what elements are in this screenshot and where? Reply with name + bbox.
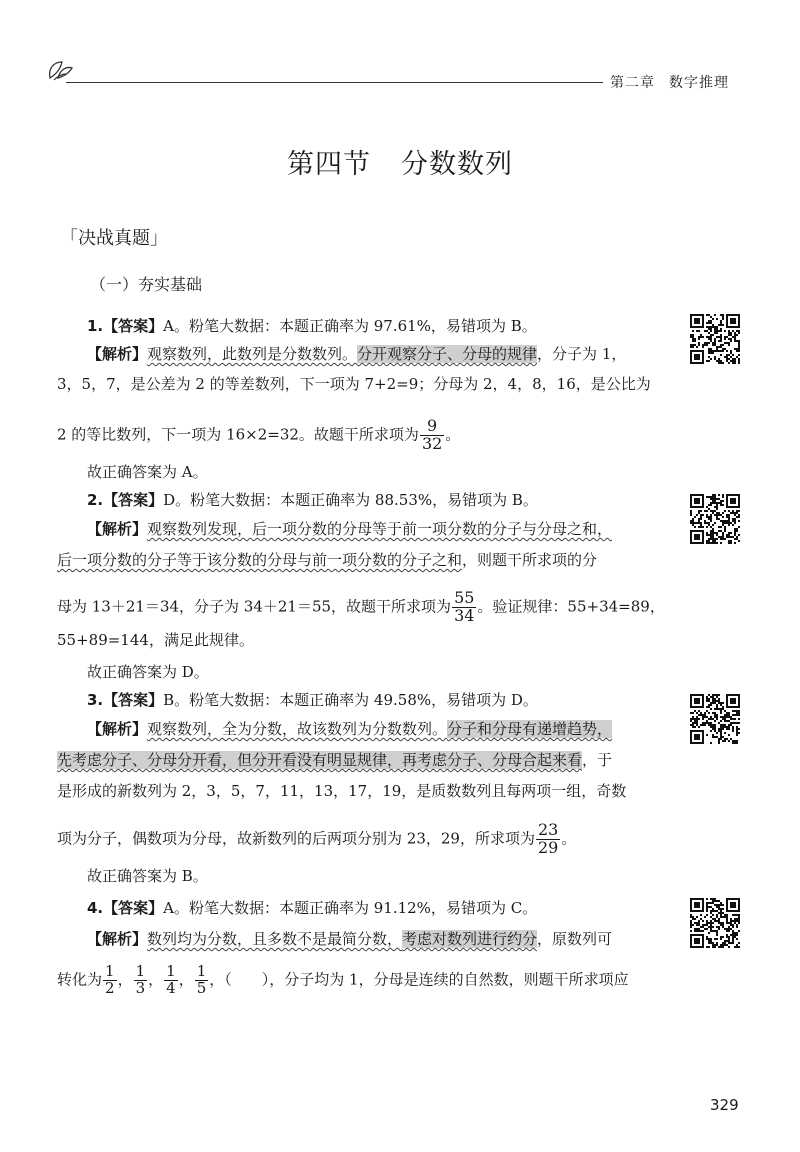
q4-fraction-2 xyxy=(134,964,148,997)
leaf-icon xyxy=(44,54,74,84)
q3-analysis-text-2: ，于 xyxy=(582,751,613,769)
part-heading: 「决战真题」 xyxy=(60,228,168,249)
q4-frac4-num: 1 xyxy=(196,962,207,980)
page-number: 329 xyxy=(710,1096,739,1114)
q4-analysis-line-2 xyxy=(57,964,672,997)
q2-frac-num: 55 xyxy=(454,588,475,607)
q4-highlight: 考虑对数列进行约分 xyxy=(402,930,538,948)
q1-analysis-text: 观察数列，此数列是分数数列。 xyxy=(147,345,358,363)
q2-analysis-line-2 xyxy=(57,550,672,570)
q2-answer-text: D。粉笔大数据：本题正确率为 88.53%，易错项为 B。 xyxy=(163,491,538,509)
q1-analysis-text-2: ，分子为 1， xyxy=(537,345,627,363)
q2-conclusion: 故正确答案为 D。 xyxy=(87,663,209,681)
q1-answer-label: 1.【答案】 xyxy=(87,317,164,335)
q1-analysis-line-3 xyxy=(57,418,672,453)
q2-analysis-text-2: 后一项分数的分子等于该分数的分母与前一项分数的分子之和 xyxy=(57,551,463,569)
q3-highlight-2: 先考虑分子、分母分开看，但分开看没有明显规律，再考虑分子、分母合起来看 xyxy=(57,751,583,769)
q2-analysis-text-5: 。验证规律：55+34=89， xyxy=(477,597,665,616)
q3-analysis-text: 观察数列，全为分数，故该数列为分数数列。 xyxy=(147,720,448,738)
q2-analysis-label: 【解析】 xyxy=(87,520,148,538)
q4-frac2-num: 1 xyxy=(135,962,146,980)
q3-analysis-label: 【解析】 xyxy=(87,720,148,738)
q2-analysis-text-3: ，则题干所求项的分 xyxy=(462,551,598,569)
running-header xyxy=(610,72,729,92)
q3-answer-line xyxy=(87,690,672,710)
q2-analysis-text-4: 母为 13＋21＝34，分子为 34＋21＝55，故题干所求项为 xyxy=(57,597,452,616)
q1-analysis-text-3: 2 的等比数列，下一项为 16×2=32。故题干所求项为 xyxy=(57,425,419,444)
q1-analysis-line-2: 3，5，7，是公差为 2 的等差数列，下一项为 7+2=9；分母为 2，4，8，16，是公比为 xyxy=(57,375,651,393)
q1-highlight: 分开观察分子、分母的规律 xyxy=(357,345,538,363)
q2-answer-line xyxy=(87,490,672,510)
q4-fraction-4 xyxy=(195,964,209,997)
q4-fraction-3 xyxy=(164,964,178,997)
q3-analysis-line-3: 是形成的新数列为 2，3，5，7，11，13，17，19，是质数数列且每两项一组，奇数 xyxy=(57,782,627,800)
q2-analysis-line-4: 55+89=144，满足此规律。 xyxy=(57,631,254,649)
q3-frac-num: 23 xyxy=(537,820,559,839)
qr-code-icon[interactable] xyxy=(690,314,740,364)
q4-sep-2: ， xyxy=(148,970,164,989)
sub-heading: （一）夯实基础 xyxy=(90,275,203,294)
q4-sep-1: ， xyxy=(117,970,133,989)
chapter-label: 第二章 xyxy=(610,75,655,91)
q1-period: 。 xyxy=(445,425,461,444)
q3-analysis-line-1 xyxy=(87,719,672,739)
q1-answer-line xyxy=(87,316,672,336)
q1-fraction xyxy=(420,418,444,453)
q3-answer-label: 3.【答案】 xyxy=(87,691,164,709)
q4-analysis-text-2: ，原数列可 xyxy=(537,930,613,948)
section-title xyxy=(0,142,800,181)
q4-answer-line xyxy=(87,898,672,918)
q1-answer-text: A。粉笔大数据：本题正确率为 97.61%，易错项为 B。 xyxy=(163,317,537,335)
q3-analysis-text-3: 项为分子，偶数项为分母，故新数列的后两项分别为 23，29，所求项为 xyxy=(57,829,535,848)
q4-frac4-den: 5 xyxy=(196,978,207,997)
q3-period: 。 xyxy=(561,829,577,848)
q4-frac1-den: 2 xyxy=(105,978,115,997)
q4-sep-3: ， xyxy=(178,970,194,989)
q2-analysis-line-1 xyxy=(87,519,672,539)
q3-analysis-line-4 xyxy=(57,822,672,857)
q2-answer-label: 2.【答案】 xyxy=(87,491,164,509)
q4-frac2-den: 3 xyxy=(135,978,146,997)
section-name: 分数数列 xyxy=(401,149,513,180)
q4-convert-label: 转化为 xyxy=(57,970,103,989)
q4-frac3-den: 4 xyxy=(166,978,176,997)
q2-frac-den: 34 xyxy=(454,605,475,625)
q1-conclusion: 故正确答案为 A。 xyxy=(87,463,208,481)
header-rule xyxy=(66,82,603,83)
q4-analysis-label: 【解析】 xyxy=(87,930,148,948)
q2-fraction xyxy=(452,590,476,625)
q3-highlight-1: 分子和分母有递增趋势， xyxy=(447,720,613,738)
q4-answer-label: 4.【答案】 xyxy=(87,899,164,917)
qr-code-icon[interactable] xyxy=(690,694,740,744)
qr-code-icon[interactable] xyxy=(690,898,740,948)
q4-blank: ，（ ） xyxy=(209,970,270,989)
q1-frac-den: 32 xyxy=(421,433,443,453)
q3-conclusion: 故正确答案为 B。 xyxy=(87,867,208,885)
q3-frac-den: 29 xyxy=(537,837,559,857)
section-number: 第四节 xyxy=(287,149,371,180)
q1-frac-num: 9 xyxy=(427,416,438,435)
chapter-topic: 数字推理 xyxy=(669,75,729,91)
q4-analysis-text: 数列均为分数，且多数不是最简分数， xyxy=(147,930,403,948)
qr-code-icon[interactable] xyxy=(690,494,740,544)
q1-analysis-line-1 xyxy=(87,344,672,364)
q4-frac3-num: 1 xyxy=(166,962,176,980)
q4-frac1-num: 1 xyxy=(105,962,115,980)
q4-analysis-text-3: ，分子均为 1，分母是连续的自然数，则题干所求项应 xyxy=(269,970,629,989)
q2-analysis-text: 观察数列发现，后一项分数的分母等于前一项分数的分子与分母之和， xyxy=(147,520,613,538)
q3-analysis-line-2 xyxy=(57,750,672,770)
q3-answer-text: B。粉笔大数据：本题正确率为 49.58%，易错项为 D。 xyxy=(163,691,538,709)
q4-answer-text: A。粉笔大数据：本题正确率为 91.12%，易错项为 C。 xyxy=(163,899,538,917)
q4-analysis-line-1 xyxy=(87,929,672,949)
q1-analysis-label: 【解析】 xyxy=(87,345,148,363)
q3-fraction xyxy=(536,822,560,857)
q2-analysis-line-3 xyxy=(57,590,672,625)
q4-fraction-1 xyxy=(103,964,117,997)
